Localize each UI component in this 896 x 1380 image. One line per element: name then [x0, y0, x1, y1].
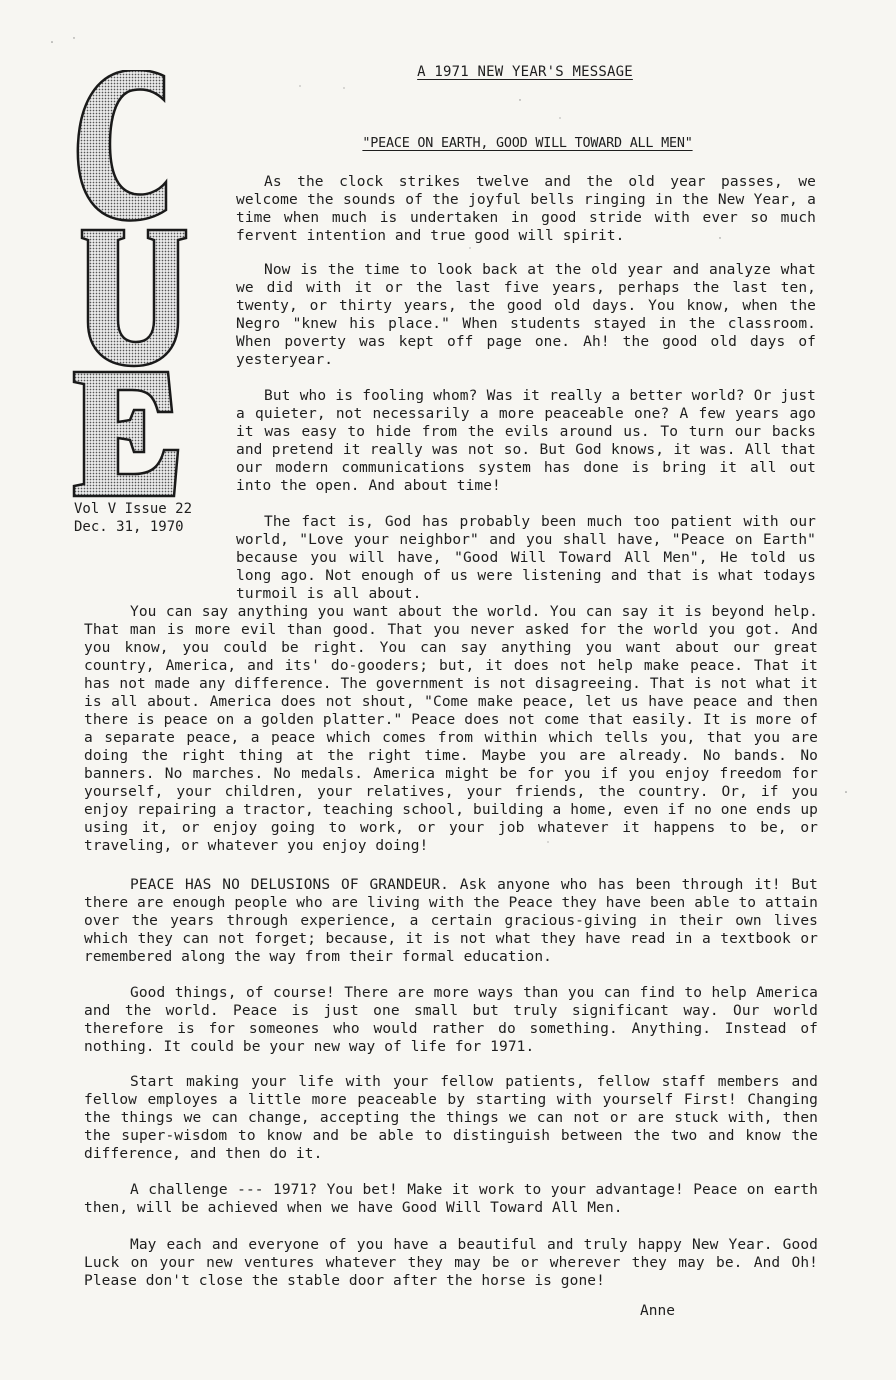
paragraph-1: As the clock strikes twelve and the old year passes, we welcome the sounds of the joyful bells ringing in the New Year, a time when much is undertaken in good stride with ever so much fervent intention and true good will spirit.: [236, 174, 816, 244]
masthead-letter-c: [78, 70, 166, 220]
signature: Anne: [640, 1303, 675, 1319]
paragraph-10: May each and everyone of you have a beautiful and truly happy New Year. Good Luck on your new ventures whatever they may be or wherever they may be. And Oh! Please don't close the stable door after the horse is gone!: [84, 1237, 818, 1289]
paragraph-8: Start making your life with your fellow patients, fellow staff members and fellow employes a little more peaceable by starting with yourself First! Changing the things we can change, accepting the things we can not or are stuck with, then the super-wisdom to know and be able to distinguish between the two and know the difference, and then do it.: [84, 1074, 818, 1162]
paragraph-9: A challenge --- 1971? You bet! Make it work to your advantage! Peace on earth then, will be achieved when we have Good Will Toward All Men.: [84, 1182, 818, 1216]
masthead-logo: [68, 70, 200, 500]
volume-line: Vol V Issue 22: [74, 501, 193, 517]
paragraph-4: The fact is, God has probably been much too patient with our world, "Love your neighbor" and you shall have, "Peace on Earth" because you will have, "Good Will Toward All Men", He told us long ago. Not enough of us were listening and that is what todays turmoil is all about.: [236, 514, 816, 602]
page-title: A 1971 NEW YEAR'S MESSAGE: [417, 64, 633, 80]
masthead-letter-u: [82, 230, 186, 366]
paragraph-3: But who is fooling whom? Was it really a better world? Or just a quieter, not necessarily a more peaceable one? A few years ago it was easy to hide from the evils around us. To turn our backs and pretend it really was not so. But God knows, it was. All that our modern communications system has done is bring it all out into the open. And about time!: [236, 388, 816, 494]
paragraph-2: Now is the time to look back at the old year and analyze what we did with it or the last five years, perhaps the last ten, twenty, or thirty years, the good old days. You know, when the Negro "knew his place." When students stayed in the classroom. When poverty was kept off page one. Ah! the good old days of yesteryear.: [236, 262, 816, 368]
date-line: Dec. 31, 1970: [74, 519, 184, 535]
issue-info: [74, 500, 224, 536]
paragraph-5: You can say anything you want about the world. You can say it is beyond help. That man is more evil than good. That you never asked for the world you got. And you know, you could be right. You can say anything you want about our great country, America, and its' do-gooders; but, it does not help make peace. That it has not made any difference. The government is not disagreeing. That is not what it is all about. America does not shout, "Come make peace, let us have peace and then there is peace on a golden platter." Peace does not come that easily. It is more of a separate peace, a peace which comes from within which tells you, that you are doing the right thing at the right time. Maybe you are already. No bands. No banners. No marches. No medals. America might be for you if you enjoy freedom for yourself, your children, your relatives, your friends, the country. Or, if you enjoy repairing a tractor, teaching school, building a home, even if no one ends up using it, or enjoy going to work, or your job whatever it happens to be, or traveling, or whatever you enjoy doing!: [84, 604, 818, 854]
page-subtitle: "PEACE ON EARTH, GOOD WILL TOWARD ALL MEN": [362, 136, 693, 151]
paragraph-7: Good things, of course! There are more ways than you can find to help America and the world. Peace is just one small but truly significant way. Our world therefore is for someones who would rather do something. Anything. Instead of nothing. It could be your new way of life for 1971.: [84, 985, 818, 1055]
masthead-letter-e: [74, 372, 178, 496]
paragraph-6: PEACE HAS NO DELUSIONS OF GRANDEUR. Ask anyone who has been through it! But there are enough people who are living with the Peace they have been able to attain over the years through experience, a certain gracious-giving in their own lives which they can not forget; because, it is not what they have read in a textbook or remembered along the way from their formal education.: [84, 877, 818, 965]
